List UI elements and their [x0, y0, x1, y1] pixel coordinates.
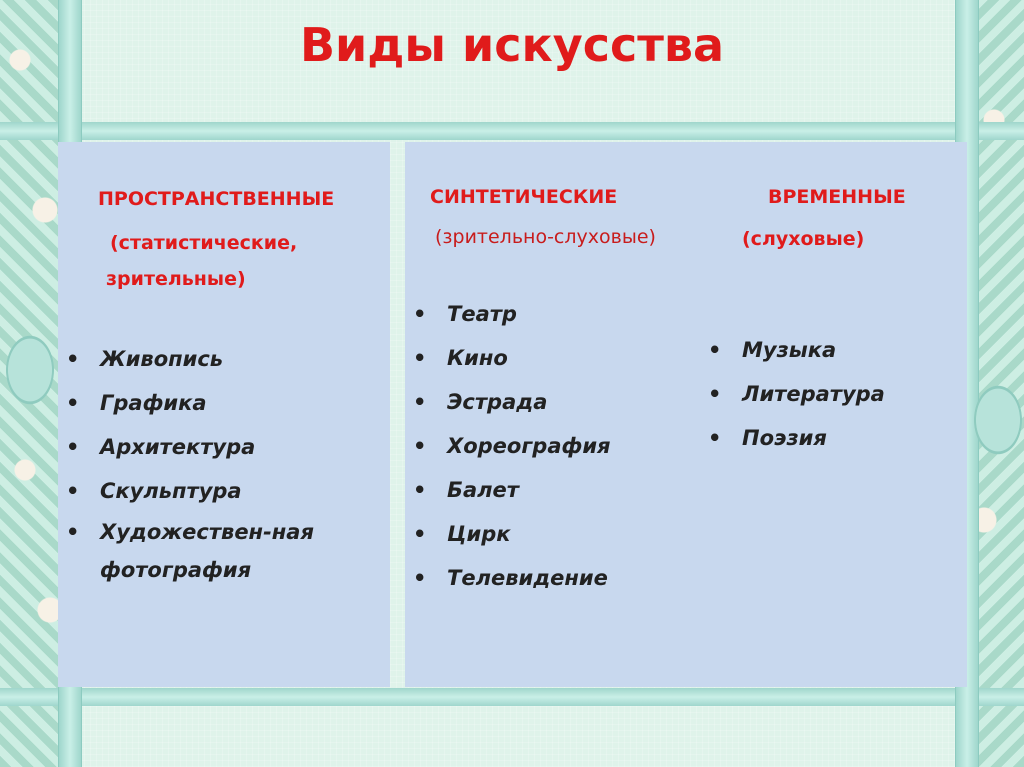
- list-item: • Балет: [405, 468, 705, 512]
- list-item: • Театр: [405, 292, 705, 336]
- spatial-heading: ПРОСТРАНСТВЕННЫЕ: [98, 188, 335, 210]
- list-item: • Литература: [700, 372, 965, 416]
- list-item: • Архитектура: [58, 425, 388, 469]
- temporal-subheading: (слуховые): [742, 228, 865, 250]
- list-item-line-2: фотография: [100, 558, 252, 582]
- slide-title: Виды искусства: [299, 18, 725, 72]
- list-item: • Скульптура: [58, 469, 388, 513]
- spatial-subheading-1: (статистические,: [110, 232, 298, 254]
- ribbon-bow-left: [2, 330, 58, 410]
- list-item: • Хореография: [405, 424, 705, 468]
- list-item: • Телевидение: [405, 556, 705, 600]
- ribbon-bow-right: [970, 380, 1024, 460]
- ribbon-top: [0, 122, 1024, 140]
- list-item: • Цирк: [405, 512, 705, 556]
- list-item: • Кино: [405, 336, 705, 380]
- temporal-list: [700, 328, 965, 460]
- list-item: • Живопись: [58, 337, 388, 381]
- list-item-line-1: Художествен-ная: [100, 520, 314, 544]
- ribbon-bottom: [0, 688, 1024, 706]
- list-item: • Эстрада: [405, 380, 705, 424]
- synthetic-list: [405, 292, 705, 600]
- spatial-list: [58, 337, 388, 589]
- synthetic-heading: СИНТЕТИЧЕСКИЕ: [430, 186, 618, 208]
- temporal-heading: ВРЕМЕННЫЕ: [768, 186, 906, 208]
- spatial-subheading-2: зрительные): [106, 268, 246, 290]
- synthetic-temporal-panel: [405, 142, 967, 687]
- list-item: [58, 513, 388, 589]
- synthetic-subheading: (зрительно-слуховые): [435, 226, 656, 248]
- list-item: • Графика: [58, 381, 388, 425]
- spatial-arts-panel: [58, 142, 390, 687]
- list-item: • Поэзия: [700, 416, 965, 460]
- list-item: • Музыка: [700, 328, 965, 372]
